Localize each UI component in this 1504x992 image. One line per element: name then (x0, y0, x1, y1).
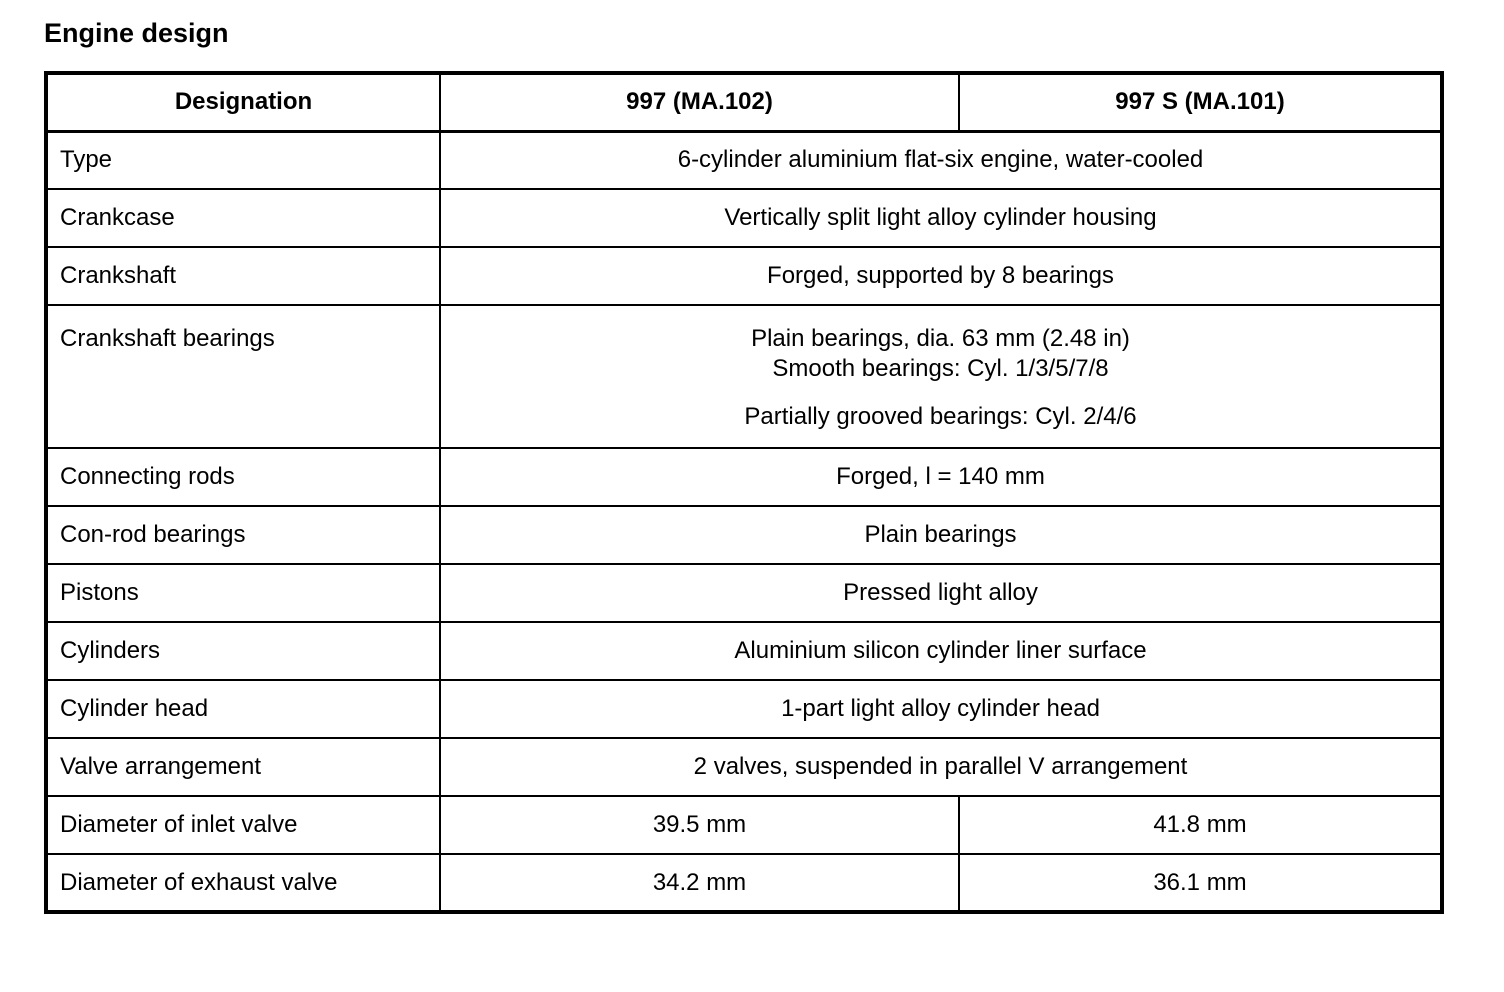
header-model-997s: 997 S (MA.101) (959, 73, 1442, 131)
row-label: Crankshaft (46, 247, 440, 305)
header-row (46, 73, 1442, 131)
row-label: Crankshaft bearings (46, 305, 440, 448)
row-value: Aluminium silicon cylinder liner surface (440, 622, 1442, 680)
row-value-997s: 41.8 mm (959, 796, 1442, 854)
table-row (46, 564, 1442, 622)
table-row (46, 738, 1442, 796)
table-row (46, 305, 1442, 448)
table-row (46, 247, 1442, 305)
row-value-997: 39.5 mm (440, 796, 959, 854)
table-row (46, 189, 1442, 247)
header-designation: Designation (46, 73, 440, 131)
table-row (46, 622, 1442, 680)
row-value: Forged, supported by 8 bearings (440, 247, 1442, 305)
row-value-997: 34.2 mm (440, 854, 959, 912)
row-value: Vertically split light alloy cylinder housing (440, 189, 1442, 247)
table-row (46, 448, 1442, 506)
row-value: Pressed light alloy (440, 564, 1442, 622)
engine-design-table (44, 71, 1444, 914)
table-row (46, 506, 1442, 564)
row-value: Forged, l = 140 mm (440, 448, 1442, 506)
value-line: Partially grooved bearings: Cyl. 2/4/6 (744, 403, 1137, 430)
row-value: 1-part light alloy cylinder head (440, 680, 1442, 738)
row-value-multiline (440, 305, 1442, 448)
row-value: Plain bearings (440, 506, 1442, 564)
row-label: Diameter of exhaust valve (46, 854, 440, 912)
table-row (46, 796, 1442, 854)
table-row (46, 680, 1442, 738)
value-line: Smooth bearings: Cyl. 1/3/5/7/8 (772, 355, 1109, 382)
row-label: Crankcase (46, 189, 440, 247)
table-row (46, 131, 1442, 189)
row-label: Pistons (46, 564, 440, 622)
header-model-997: 997 (MA.102) (440, 73, 959, 131)
row-label: Con-rod bearings (46, 506, 440, 564)
row-label: Type (46, 131, 440, 189)
table-row (46, 854, 1442, 912)
value-line: Plain bearings, dia. 63 mm (2.48 in) (751, 325, 1130, 352)
row-value: 2 valves, suspended in parallel V arrangement (440, 738, 1442, 796)
row-label: Valve arrangement (46, 738, 440, 796)
row-label: Diameter of inlet valve (46, 796, 440, 854)
row-label: Connecting rods (46, 448, 440, 506)
row-value-997s: 36.1 mm (959, 854, 1442, 912)
row-value: 6-cylinder aluminium flat-six engine, water-cooled (440, 131, 1442, 189)
row-label: Cylinders (46, 622, 440, 680)
row-label: Cylinder head (46, 680, 440, 738)
section-title: Engine design (44, 18, 229, 48)
